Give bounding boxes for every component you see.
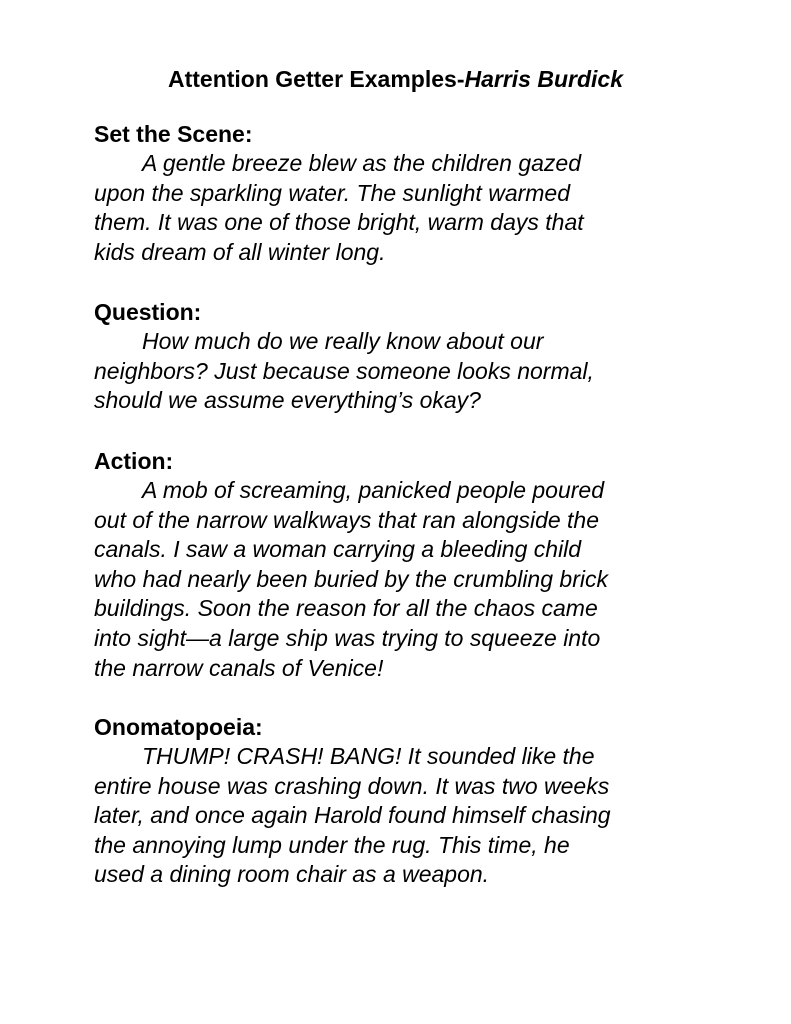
section-paragraph	[94, 742, 714, 890]
paragraph-line: who had nearly been buried by the crumbling brick	[94, 565, 608, 592]
title-subtitle: Harris Burdick	[464, 66, 623, 92]
section-action	[94, 446, 714, 683]
paragraph-line: out of the narrow walkways that ran alongside the	[94, 506, 600, 533]
paragraph-line: the narrow canals of Venice!	[94, 654, 384, 681]
section-heading: Set the Scene:	[94, 121, 253, 147]
section-heading: Action:	[94, 448, 174, 474]
paragraph-line: later, and once again Harold found himself chasing	[94, 802, 611, 829]
paragraph-line: kids dream of all winter long.	[94, 238, 386, 265]
paragraph-line: the annoying lump under the rug. This time, he	[94, 831, 570, 858]
paragraph-line: A gentle breeze blew as the children gazed	[142, 150, 581, 176]
paragraph-line: canals. I saw a woman carrying a bleeding child	[94, 536, 582, 563]
section-set-the-scene	[94, 119, 714, 267]
paragraph-line: How much do we really know about our	[142, 328, 544, 354]
section-onomatopoeia	[94, 712, 714, 890]
section-paragraph	[94, 149, 714, 267]
paragraph-line: entire house was crashing down. It was two weeks	[94, 772, 610, 799]
title-main: Attention Getter Examples-	[167, 66, 465, 92]
paragraph-line: them. It was one of those bright, warm days that	[94, 209, 584, 236]
section-paragraph	[94, 327, 714, 416]
section-heading: Onomatopoeia:	[94, 714, 263, 740]
section-paragraph	[94, 476, 714, 683]
paragraph-line: buildings. Soon the reason for all the chaos came	[94, 595, 598, 622]
paragraph-line: A mob of screaming, panicked people poured	[142, 477, 604, 503]
page-title	[0, 64, 791, 94]
paragraph-line: used a dining room chair as a weapon.	[94, 861, 490, 888]
paragraph-line: upon the sparkling water. The sunlight warmed	[94, 179, 571, 206]
paragraph-line: THUMP! CRASH! BANG! It sounded like the	[142, 743, 595, 769]
section-question	[94, 297, 714, 416]
paragraph-line: into sight—a large ship was trying to squeeze into	[94, 624, 601, 651]
paragraph-line: should we assume everything’s okay?	[94, 387, 481, 414]
paragraph-line: neighbors? Just because someone looks normal,	[94, 357, 594, 384]
section-heading: Question:	[94, 299, 202, 325]
